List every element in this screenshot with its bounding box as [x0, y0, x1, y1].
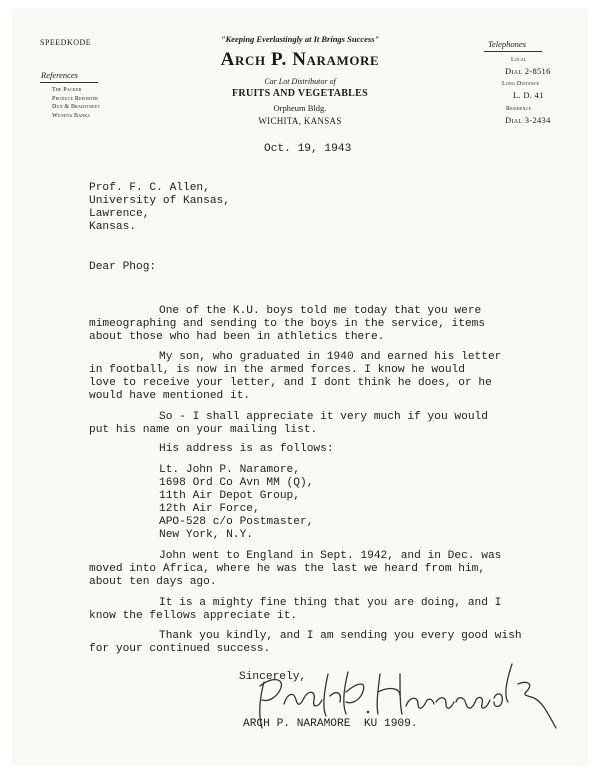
company-slogan: "Keeping Everlastingly at It Brings Success" — [220, 34, 380, 44]
body-line: My son, who graduated in 1940 and earned his letter — [159, 351, 502, 363]
address-line: Lawrence, — [89, 208, 150, 220]
body-line: for your continued success. — [89, 643, 271, 655]
telephones-divider — [484, 51, 542, 52]
telephone-value: Dial 3-2434 — [505, 115, 551, 125]
company-subtitle: Car Lot Distributor of — [264, 77, 336, 86]
reference-item: Wichita Banks — [52, 112, 90, 119]
son-address-line: 12th Air Force, — [159, 503, 260, 515]
body-line: love to receive your letter, and I dont think he does, or he — [89, 377, 492, 389]
company-name: Arch P. Naramore — [220, 49, 380, 70]
body-line: about those who had been in athletics there. — [89, 331, 385, 343]
reference-item: Produce Reporter — [52, 95, 99, 102]
reference-item: The Packer — [52, 87, 82, 93]
letter-date: Oct. 19, 1943 — [264, 143, 352, 155]
body-line: in football, is now in the armed forces. I know he would — [89, 364, 465, 376]
references-list — [52, 86, 100, 120]
son-address-line: APO-528 c/o Postmaster, — [159, 516, 314, 528]
body-line: would have mentioned it. — [89, 390, 251, 402]
address-line: Kansas. — [89, 221, 136, 233]
body-line: mimeographing and sending to the boys in the service, items — [89, 318, 486, 330]
body-line: about ten days ago. — [89, 576, 217, 588]
body-line: John went to England in Sept. 1942, and in Dec. was — [159, 550, 502, 562]
address-line: Prof. F. C. Allen, — [89, 182, 210, 194]
son-address-line: 11th Air Depot Group, — [159, 490, 300, 502]
son-address-line: Lt. John P. Naramore, — [159, 464, 300, 476]
telephone-label: Long Distance — [502, 81, 540, 87]
body-line: moved into Africa, where he was the last we heard from him, — [89, 563, 486, 575]
references-divider — [40, 82, 98, 83]
body-line: put his name on your mailing list. — [89, 424, 318, 436]
body-line: One of the K.U. boys told me today that you were — [159, 305, 482, 317]
body-line: It is a mighty fine thing that you are doing, and I — [159, 597, 502, 609]
body-line: His address is as follows: — [159, 443, 334, 455]
company-products: FRUITS AND VEGETABLES — [232, 88, 368, 99]
salutation: Dear Phog: — [89, 261, 157, 273]
company-city: WICHITA, KANSAS — [258, 116, 342, 126]
company-building: Orpheum Bldg. — [273, 103, 327, 113]
son-address-line: 1698 Ord Co Avn MM (Q), — [159, 477, 314, 489]
references-title: References — [41, 70, 78, 80]
address-line: University of Kansas, — [89, 195, 230, 207]
closing: Sincerely, — [239, 671, 307, 683]
son-address-line: New York, N.Y. — [159, 529, 253, 541]
reference-item: Dun & Bradstreet — [52, 104, 101, 111]
telephone-value: Dial 2-8516 — [505, 66, 551, 76]
telephones-title: Telephones — [488, 39, 526, 49]
telephone-value: L. D. 41 — [513, 90, 544, 100]
body-line: know the fellows appreciate it. — [89, 610, 298, 622]
telephone-label: Residence — [506, 106, 532, 112]
speedkode-label: SPEEDKODE — [40, 38, 92, 47]
body-line: So - I shall appreciate it very much if you would — [159, 411, 488, 423]
telephone-label: Local — [511, 57, 527, 63]
body-line: Thank you kindly, and I am sending you every good wish — [159, 630, 522, 642]
signer-name: ARCH P. NARAMORE KU 1909. — [243, 718, 418, 730]
